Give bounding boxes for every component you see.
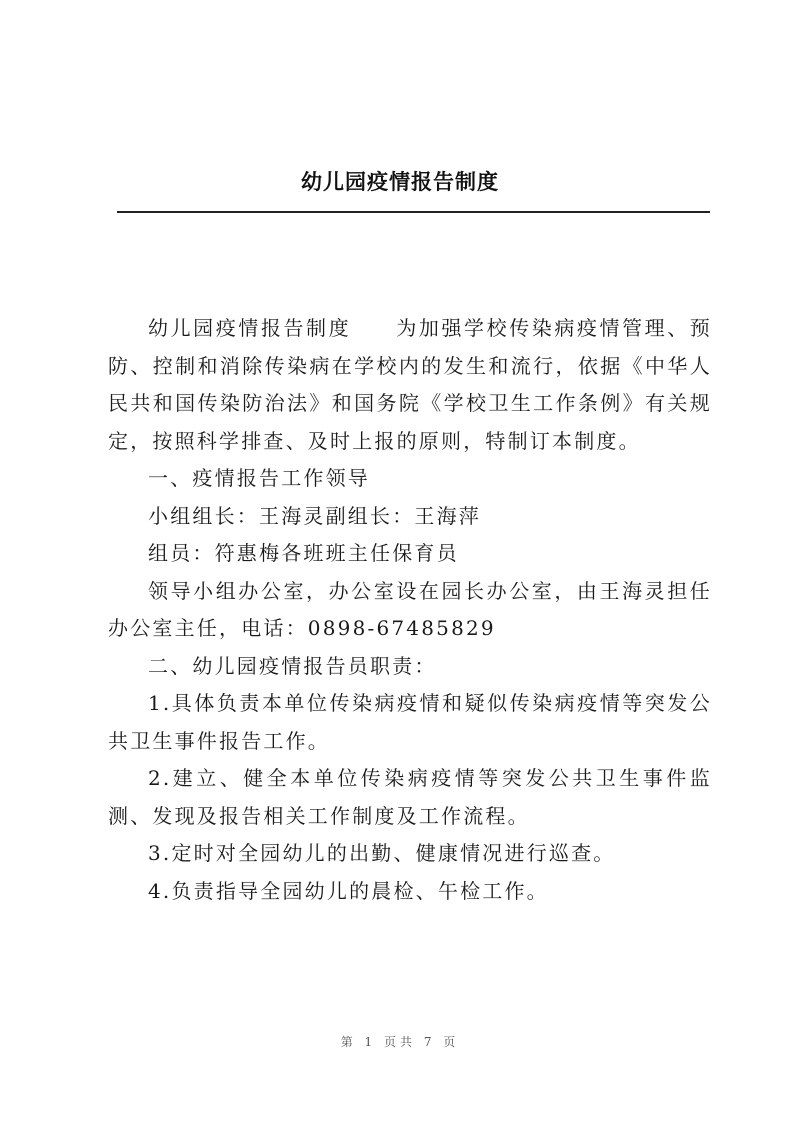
paragraph-members: 组员：符惠梅各班班主任保育员: [148, 541, 459, 565]
paragraph-office: 领导小组办公室，办公室设在园长办公室，由王海灵担任办公室主任，电话：0898-67485829: [108, 578, 712, 640]
paragraph-duty-1: 1.具体负责本单位传染病疫情和疑似传染病疫情等突发公共卫生事件报告工作。: [108, 691, 712, 753]
paragraph-section-1-heading: 一、疫情报告工作领导: [148, 466, 370, 490]
document-title: 幼儿园疫情报告制度: [301, 170, 499, 194]
paragraph-duty-2: 2.建立、健全本单位传染病疫情等突发公共卫生事件监测、发现及报告相关工作制度及工作流程。: [108, 766, 712, 828]
title-divider: [117, 211, 710, 213]
paragraph-intro: 幼儿园疫情报告制度 为加强学校传染病疫情管理、预防、控制和消除传染病在学校内的发生和流行，依据《中华人民共和国传染防治法》和国务院《学校卫生工作条例》有关规定，按照科学排查、及时上报的原则，特制订本制度。: [108, 316, 712, 453]
paragraph-leaders: 小组组长：王海灵副组长：王海萍: [148, 503, 481, 528]
document-body: [108, 310, 712, 910]
paragraph-duty-4: 4.负责指导全园幼儿的晨检、午检工作。: [148, 878, 549, 903]
paragraph-duty-3: 3.定时对全园幼儿的出勤、健康情况进行巡查。: [148, 841, 616, 865]
page-number-footer: 第 1 页共 7 页: [340, 1035, 460, 1049]
paragraph-section-2-heading: 二、幼儿园疫情报告员职责：: [148, 653, 437, 678]
